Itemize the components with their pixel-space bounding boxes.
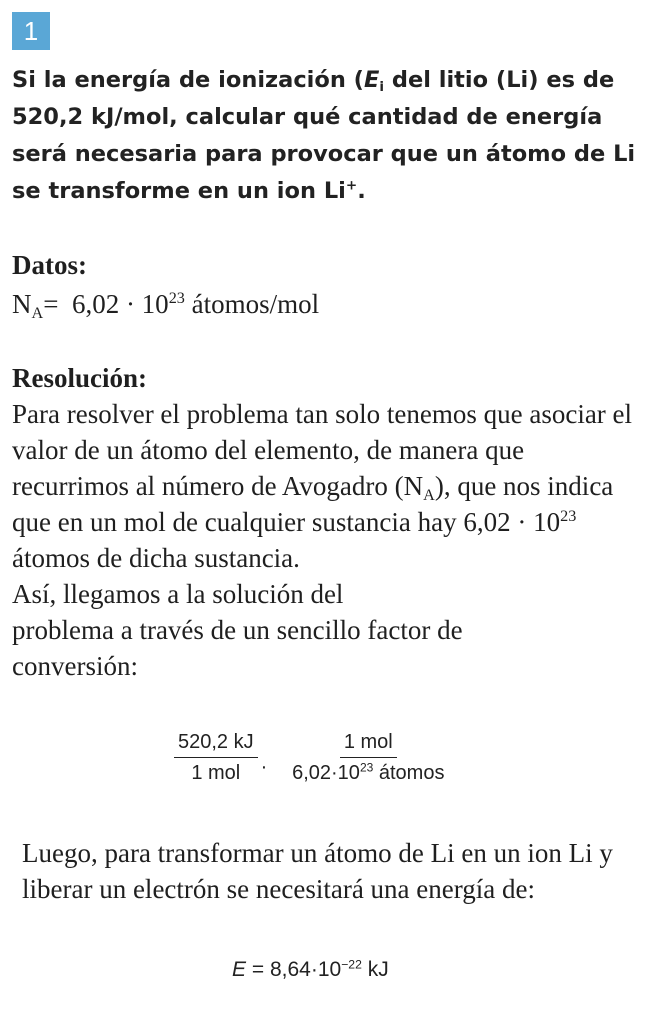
- resolucion-paragraph-2: [12, 576, 637, 684]
- fraction-denominator: [288, 758, 448, 785]
- statement-line-1: [12, 62, 637, 99]
- problem-number-badge: 1: [12, 12, 50, 50]
- avogadro-subscript: A: [31, 303, 44, 322]
- result-mantissa: 8,64·10: [269, 958, 342, 981]
- ionization-energy-subscript: i: [379, 79, 384, 96]
- resolucion-paragraph-1: [12, 396, 637, 576]
- statement-line-2: 520,2 kJ/mol, calcular qué cantidad de energía: [12, 104, 603, 130]
- fraction-energy-per-mol: [174, 731, 258, 785]
- datos-heading: Datos:: [12, 250, 87, 280]
- result-equals: =: [251, 958, 265, 981]
- fraction-numerator: 1 mol: [340, 731, 397, 758]
- result-equation: [232, 958, 389, 982]
- conclusion-paragraph: Luego, para transformar un átomo de Li en un ion Li y liberar un electrón se necesitará una energía de:: [22, 838, 613, 904]
- avogadro-symbol: N: [12, 289, 32, 319]
- fraction-mol-per-atoms: [270, 731, 466, 785]
- paragraph-text: Para resolver el problema tan solo tenemos que asociar el valor de un átomo del elemento, de manera que recurrimos al número de Avogadro (N: [12, 399, 633, 501]
- paragraph-line: conversión:: [12, 651, 138, 681]
- paragraph-line: problema a través de un sencillo factor de: [12, 615, 463, 645]
- problem-statement: [12, 62, 637, 210]
- fraction-denominator: 1 mol: [191, 762, 241, 784]
- result-unit: kJ: [361, 958, 389, 981]
- avogadro-exponent: 23: [560, 506, 577, 525]
- fraction-numerator: 520,2 kJ: [174, 731, 258, 758]
- ion-charge-superscript: +: [345, 177, 358, 194]
- paragraph-text: átomos de dicha sustancia.: [12, 543, 300, 573]
- statement-text: Si la energía de ionización (: [12, 67, 364, 93]
- equals-sign: =: [43, 289, 59, 319]
- avogadro-unit: átomos/mol: [191, 289, 320, 319]
- avogadro-subscript: A: [423, 485, 435, 504]
- statement-text: del litio (Li) es de: [384, 67, 615, 93]
- statement-line-3: será necesaria para provocar que un átomo de Li: [12, 141, 636, 167]
- result-exponent: −22: [341, 957, 362, 972]
- denominator-exponent: 23: [359, 760, 374, 775]
- result-variable: E: [232, 958, 247, 981]
- statement-text: .: [357, 178, 366, 204]
- paragraph-text: ), que nos indica que en un mol de cualquier sustancia hay 6,02 · 10: [12, 471, 614, 537]
- avogadro-constant: [12, 286, 319, 322]
- denominator-mantissa: 6,02·10: [292, 762, 360, 784]
- ionization-energy-symbol: E: [363, 67, 380, 93]
- denominator-unit: átomos: [373, 762, 445, 784]
- resolucion-body: [12, 396, 637, 684]
- statement-text: se transforme en un ion Li: [12, 178, 346, 204]
- statement-line-4: [12, 173, 637, 210]
- resolucion-heading: Resolución:: [12, 363, 147, 393]
- paragraph-line: Así, llegamos a la solución del: [12, 579, 344, 609]
- avogadro-exponent: 23: [168, 288, 185, 307]
- avogadro-mantissa: 6,02 · 10: [71, 289, 169, 319]
- conversion-factor-formula: [174, 731, 466, 785]
- multiplication-dot: ·: [260, 755, 268, 778]
